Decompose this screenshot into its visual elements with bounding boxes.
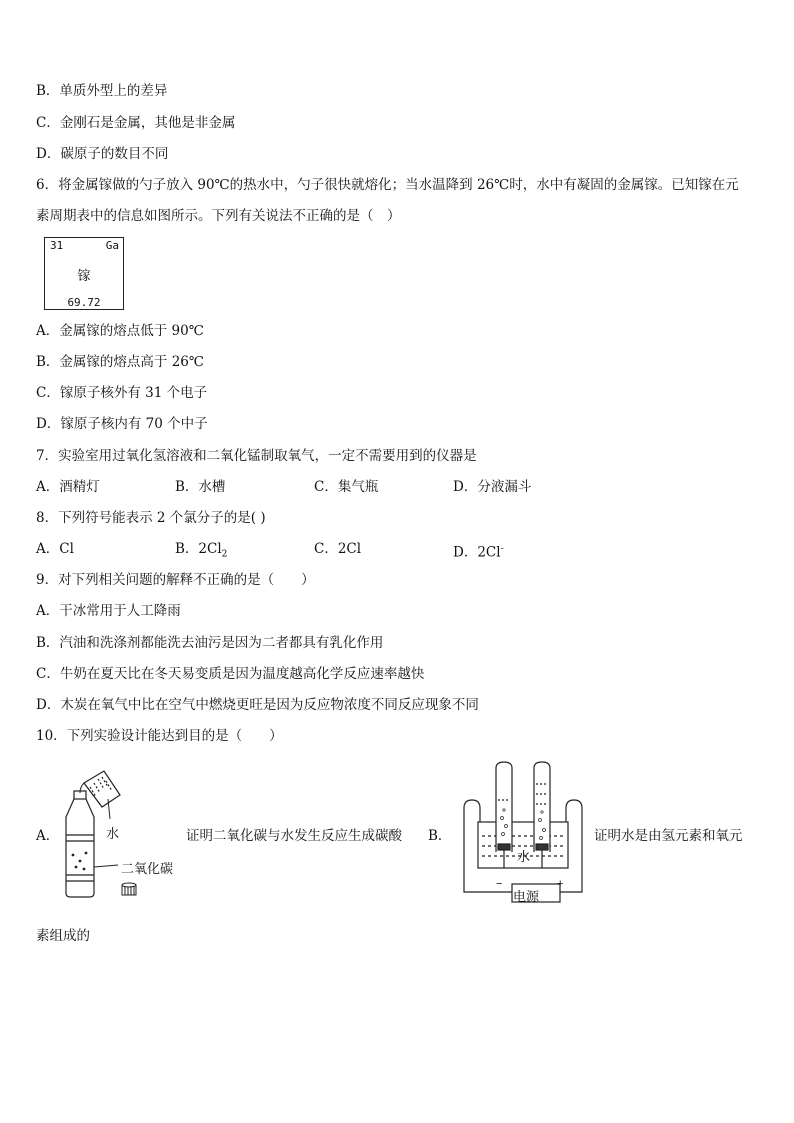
q8-option-c: C．2Cl (314, 541, 362, 557)
element-symbol: Ga (105, 239, 119, 252)
fig-b-minus-label: − (496, 878, 503, 890)
bottle-cap-icon (122, 883, 136, 895)
q9-stem: 9．对下列相关问题的解释不正确的是（ ） (36, 572, 315, 588)
q5-option-c: C．金刚石是金属，其他是非金属 (36, 115, 236, 131)
q10-option-a-label: A． (36, 828, 60, 844)
q8-option-d-text: D．2Cl (453, 544, 501, 561)
periodic-element-card (44, 237, 124, 310)
fig-b-plus-label: + (557, 878, 564, 890)
q6-option-a: A．金属镓的熔点低于 90℃ (36, 323, 204, 339)
q8-option-d (453, 540, 504, 562)
q7-option-b: B．水槽 (175, 479, 226, 495)
beaker-icon (84, 771, 120, 807)
q6-option-d: D．镓原子核内有 70 个中子 (36, 416, 208, 432)
q9-option-a: A．干冰常用于人工降雨 (36, 603, 181, 619)
q8-option-b-text: B．2Cl (175, 541, 222, 557)
q8-option-b (175, 540, 227, 564)
q10-option-a-text: 证明二氧化碳与水发生反应生成碳酸 (186, 828, 402, 844)
q7-option-c: C．集气瓶 (314, 479, 379, 495)
q6-option-b: B．金属镓的熔点高于 26℃ (36, 354, 204, 370)
bottle-icon (66, 791, 94, 897)
q7-option-d: D．分液漏斗 (453, 479, 532, 495)
q7-option-a: A．酒精灯 (36, 479, 100, 495)
fig-a-co2-label: 二氧化碳 (121, 861, 174, 876)
q9-option-b: B．汽油和洗涤剂都能洗去油污是因为二者都具有乳化作用 (36, 635, 384, 651)
q10-option-b-label: B． (428, 828, 452, 844)
q6-option-c: C．镓原子核外有 31 个电子 (36, 385, 208, 401)
fig-a-water-label: 水 (106, 826, 120, 841)
q8-option-a: A．Cl (36, 541, 74, 557)
atomic-mass: 69.72 (67, 296, 101, 309)
co2-bottle-figure (56, 765, 186, 900)
q5-option-b: B．单质外型上的差异 (36, 83, 168, 99)
q8-option-d-superscript: - (500, 544, 504, 554)
q6-stem-line1: 6．将金属镓做的勺子放入 90℃的热水中，勺子很快就熔化；当水温降到 26℃时，水中有凝固的金属镓。已知镓在元 (36, 177, 739, 193)
q8-option-b-subscript: 2 (221, 549, 228, 560)
fig-b-water-label: 水 (517, 849, 531, 864)
q9-option-c: C．牛奶在夏天比在冬天易变质是因为温度越高化学反应速率越快 (36, 666, 425, 682)
q7-stem: 7．实验室用过氧化氢溶液和二氧化锰制取氧气，一定不需要用到的仪器是 (36, 448, 477, 464)
q6-stem-line2: 素周期表中的信息如图所示。下列有关说法不正确的是（ ） (36, 208, 401, 224)
atomic-number: 31 (50, 239, 64, 252)
q10-option-b-text-cont: 素组成的 (36, 928, 90, 944)
q5-option-d: D．碳原子的数目不同 (36, 146, 169, 162)
q10-option-b-text: 证明水是由氢元素和氧元 (594, 828, 743, 844)
element-name: 镓 (77, 269, 91, 284)
fig-b-power-label: 电源 (513, 889, 540, 904)
q8-stem: 8．下列符号能表示 2 个氯分子的是( ) (36, 510, 266, 526)
q10-stem: 10．下列实验设计能达到目的是（ ） (36, 728, 283, 744)
q9-option-d: D．木炭在氧气中比在空气中燃烧更旺是因为反应物浓度不同反应现象不同 (36, 697, 479, 713)
